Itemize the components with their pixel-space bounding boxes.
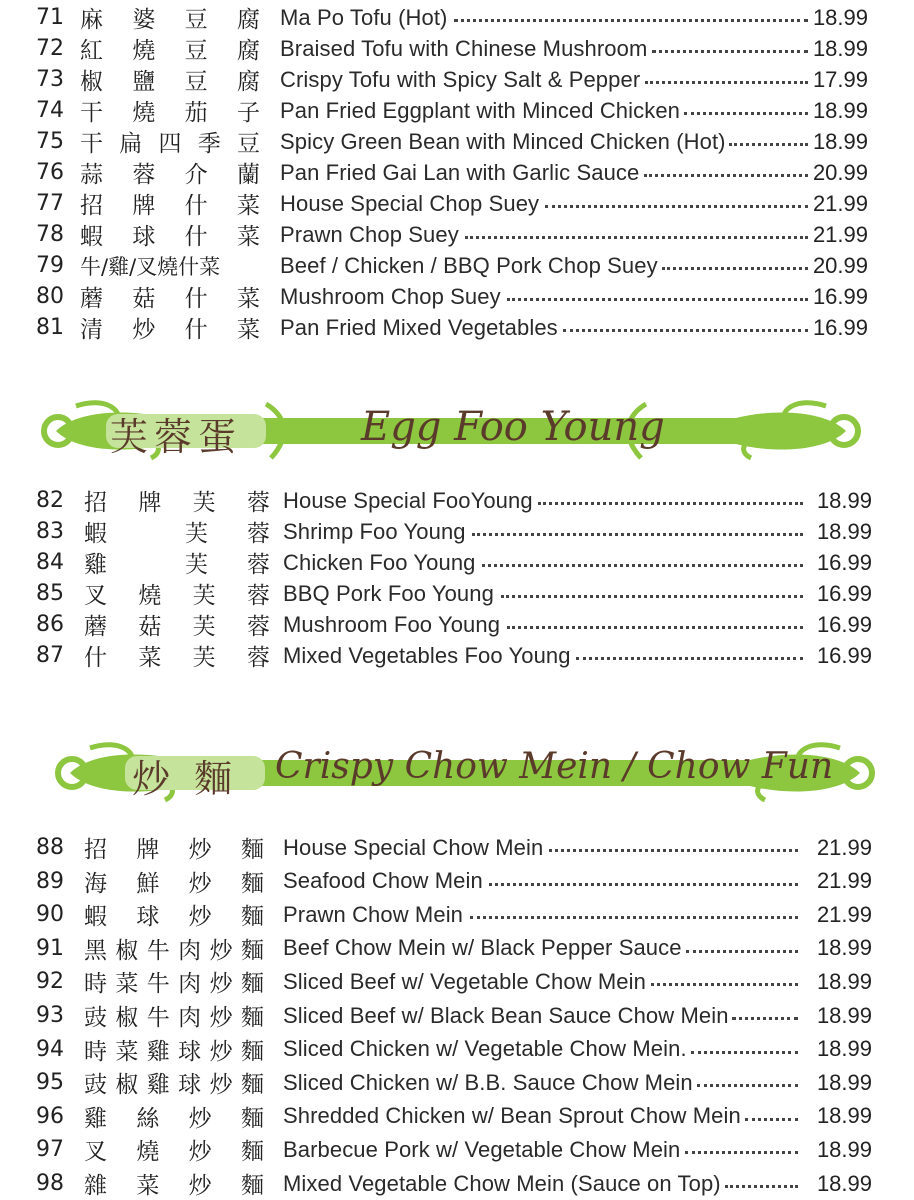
chinese-char: 炒 <box>188 837 212 863</box>
chinese-char: 豆 <box>184 7 208 33</box>
item-english-name: Sliced Beef w/ Vegetable Chow Mein <box>283 968 646 994</box>
chinese-char: 菜 <box>236 286 260 312</box>
item-english-name: Sliced Chicken w/ Vegetable Chow Mein. <box>283 1036 687 1062</box>
dot-leader <box>576 657 803 660</box>
item-number: 81 <box>36 315 64 340</box>
banner-english-title: Crispy Chow Mein / Chow Fun <box>275 746 834 787</box>
item-price: 21.99 <box>816 868 872 894</box>
item-number: 87 <box>36 643 64 668</box>
item-number: 90 <box>36 902 64 928</box>
item-number: 88 <box>36 835 64 860</box>
chinese-char: 麵 <box>240 937 264 964</box>
item-number: 97 <box>36 1137 64 1163</box>
chinese-char: 菜 <box>115 971 139 998</box>
item-number: 74 <box>36 98 64 123</box>
item-price: 16.99 <box>816 611 872 637</box>
dot-leader <box>563 329 808 332</box>
chinese-char: 豉 <box>84 1072 107 1099</box>
chinese-char: 燒 <box>132 100 156 126</box>
chinese-char: 雜 <box>84 1173 107 1199</box>
menu-item-row <box>0 64 914 95</box>
menu-item-row <box>0 1000 914 1031</box>
chinese-char: 炒 <box>188 1173 212 1199</box>
item-english-name: House Special Chow Mein <box>283 834 544 860</box>
chinese-char: 雞 <box>84 1105 107 1132</box>
item-english-name: Mixed Vegetable Chow Mein (Sauce on Top) <box>283 1170 721 1196</box>
menu-item-row <box>0 312 914 343</box>
chinese-char: 四 <box>158 131 182 157</box>
menu-item-row <box>0 250 914 281</box>
chinese-char: 絲 <box>136 1105 160 1132</box>
chinese-char: 鹽 <box>132 69 156 95</box>
item-price: 18.99 <box>812 97 868 123</box>
banner-english-title: Egg Foo Young <box>361 404 665 450</box>
item-price: 16.99 <box>816 580 872 606</box>
chinese-char: 椒 <box>115 937 139 964</box>
item-price: 18.99 <box>812 4 868 30</box>
menu-item-row <box>0 1034 914 1065</box>
dot-leader <box>454 19 808 22</box>
item-chinese-name <box>84 608 270 641</box>
item-english-name: Ma Po Tofu (Hot) <box>280 4 448 30</box>
item-price: 18.99 <box>812 35 868 61</box>
item-number: 75 <box>36 129 64 154</box>
item-number: 79 <box>36 253 64 278</box>
chinese-char: 炒 <box>188 904 212 931</box>
item-english-name: Spicy Green Bean with Minced Chicken (Hot) <box>280 128 726 154</box>
item-english-name: House Special Chop Suey <box>280 190 540 216</box>
chinese-char: 椒 <box>80 69 103 95</box>
menu-item-row <box>0 578 914 609</box>
item-price: 18.99 <box>816 1103 872 1129</box>
menu-item-row <box>0 33 914 64</box>
item-english-name: Mixed Vegetables Foo Young <box>283 642 571 668</box>
item-number: 72 <box>36 36 64 61</box>
chinese-char: 招 <box>84 490 107 516</box>
item-price: 18.99 <box>816 968 872 994</box>
chinese-char: 海 <box>84 870 107 897</box>
item-chinese-name <box>84 484 270 517</box>
chinese-char: 蓉 <box>246 583 270 609</box>
chinese-char: 干 <box>80 131 103 157</box>
item-price: 16.99 <box>816 642 872 668</box>
item-number: 76 <box>36 160 64 185</box>
item-chinese-name <box>84 898 264 931</box>
item-price: 20.99 <box>812 252 868 278</box>
menu-item-row <box>0 1101 914 1132</box>
chinese-char: 芙 <box>185 521 208 547</box>
chinese-char: 球 <box>178 1072 202 1099</box>
item-english-name: Pan Fried Eggplant with Minced Chicken <box>280 97 681 123</box>
chinese-char: 招 <box>84 837 107 863</box>
menu-item-row <box>0 485 914 516</box>
chinese-char: 麵 <box>240 904 264 931</box>
chinese-char: 麵 <box>240 971 264 998</box>
chinese-char: 麵 <box>240 1139 264 1166</box>
item-number: 73 <box>36 67 64 92</box>
chinese-char: 菜 <box>138 645 162 671</box>
chinese-char: 時 <box>84 1038 107 1065</box>
dot-leader <box>662 267 808 270</box>
chinese-char: 燒 <box>138 583 162 609</box>
item-chinese-name <box>80 94 260 127</box>
dot-leader <box>489 883 798 886</box>
item-chinese-name <box>84 577 270 610</box>
item-chinese-name <box>84 546 270 579</box>
item-chinese-name <box>80 125 260 158</box>
item-price: 18.99 <box>812 128 868 154</box>
dot-leader <box>686 950 798 953</box>
chinese-char: 牛/雞/叉燒什菜 <box>80 254 221 279</box>
chinese-char: 蓉 <box>246 614 270 640</box>
chinese-char: 牌 <box>136 837 160 863</box>
item-price: 18.99 <box>816 935 872 961</box>
chinese-char: 蝦 <box>80 224 103 250</box>
dot-leader <box>507 298 808 301</box>
chinese-char: 燒 <box>136 1139 160 1166</box>
chinese-char: 麵 <box>240 1038 264 1065</box>
menu-item-row <box>0 933 914 964</box>
item-price: 18.99 <box>816 1002 872 1028</box>
chinese-char: 肉 <box>178 937 202 964</box>
item-chinese-name <box>84 639 270 672</box>
chinese-char: 椒 <box>115 1072 139 1099</box>
item-chinese-name <box>84 1167 264 1200</box>
item-english-name: Crispy Tofu with Spicy Salt & Pepper <box>280 66 641 92</box>
item-chinese-name <box>80 32 260 65</box>
menu-item-row <box>0 866 914 897</box>
dot-leader <box>645 81 808 84</box>
chinese-char: 菜 <box>236 193 260 219</box>
dot-leader <box>538 502 803 505</box>
item-number: 95 <box>36 1070 64 1096</box>
chinese-char: 炒 <box>132 317 156 343</box>
item-chinese-name <box>80 311 260 344</box>
menu-item-row <box>0 126 914 157</box>
item-english-name: Pan Fried Mixed Vegetables <box>280 314 558 340</box>
chinese-char: 牛 <box>146 937 170 964</box>
chinese-char: 扁 <box>119 131 143 157</box>
chinese-char: 炒 <box>188 1105 212 1132</box>
chinese-char: 菜 <box>115 1038 139 1065</box>
menu-item-row <box>0 281 914 312</box>
chinese-char: 蘑 <box>84 614 107 640</box>
egg-foo-young-banner <box>36 396 866 466</box>
item-chinese-name <box>80 280 260 313</box>
item-price: 16.99 <box>812 283 868 309</box>
chinese-char: 炒 <box>188 1139 212 1166</box>
dot-leader <box>725 1185 798 1188</box>
item-chinese-name <box>80 1 260 34</box>
chinese-char: 招 <box>80 193 103 219</box>
dot-leader <box>651 983 798 986</box>
item-number: 93 <box>36 1003 64 1028</box>
chinese-char: 球 <box>136 904 160 931</box>
chinese-char: 芙 <box>192 614 216 640</box>
chinese-char: 菜 <box>136 1173 160 1199</box>
item-english-name: Chicken Foo Young <box>283 549 476 575</box>
menu-item-row <box>0 1168 914 1199</box>
chinese-char: 季 <box>197 131 221 157</box>
chinese-char: 雞 <box>146 1038 170 1065</box>
item-english-name: Sliced Beef w/ Black Bean Sauce Chow Mein <box>283 1002 729 1028</box>
chinese-char: 蓉 <box>247 552 270 578</box>
chinese-char: 芙 <box>185 552 208 578</box>
item-price: 17.99 <box>812 66 868 92</box>
chinese-char: 麵 <box>240 837 264 863</box>
chinese-char: 菜 <box>236 224 260 250</box>
dot-leader <box>732 1017 798 1020</box>
menu-item-row <box>0 219 914 250</box>
item-chinese-name <box>84 999 264 1032</box>
chinese-char: 牌 <box>138 490 162 516</box>
chinese-char: 球 <box>132 224 156 250</box>
chinese-char: 炒 <box>209 1038 233 1065</box>
item-english-name: Shredded Chicken w/ Bean Sprout Chow Mein <box>283 1103 741 1129</box>
item-number: 84 <box>36 550 64 575</box>
chinese-char: 叉 <box>84 1139 107 1166</box>
item-english-name: Mushroom Chop Suey <box>280 283 501 309</box>
chinese-char: 什 <box>184 193 208 219</box>
item-english-name: BBQ Pork Foo Young <box>283 580 494 606</box>
item-english-name: House Special FooYoung <box>283 487 533 513</box>
item-english-name: Mushroom Foo Young <box>283 611 501 637</box>
item-price: 18.99 <box>816 1036 872 1062</box>
item-number: 85 <box>36 581 64 606</box>
chinese-char: 腐 <box>236 69 260 95</box>
item-price: 18.99 <box>816 518 872 544</box>
item-number: 96 <box>36 1103 64 1129</box>
item-english-name: Sliced Chicken w/ B.B. Sauce Chow Mein <box>283 1069 693 1095</box>
chinese-char: 茄 <box>184 100 208 126</box>
menu-item-row <box>0 1067 914 1098</box>
chinese-char: 豆 <box>184 69 208 95</box>
chinese-char: 炒 <box>209 971 233 998</box>
chinese-char: 蘑 <box>80 286 103 312</box>
chinese-char: 紅 <box>80 38 103 64</box>
chinese-char: 麵 <box>240 1072 264 1099</box>
item-chinese-name <box>84 1100 264 1133</box>
dot-leader <box>729 143 808 146</box>
item-number: 71 <box>36 5 64 30</box>
dot-leader <box>465 236 808 239</box>
item-number: 89 <box>36 868 64 894</box>
item-price: 18.99 <box>816 1069 872 1095</box>
dot-leader <box>644 174 808 177</box>
chinese-char: 炒 <box>188 870 212 897</box>
banner-chinese-title: 芙蓉蛋 <box>110 415 243 459</box>
item-chinese-name <box>84 865 264 898</box>
item-number: 98 <box>36 1171 64 1196</box>
banner-chinese-title: 炒 麵 <box>132 757 239 801</box>
chinese-char: 麵 <box>240 870 264 897</box>
chinese-char: 椒 <box>115 1005 139 1031</box>
item-number: 91 <box>36 935 64 961</box>
chinese-char: 球 <box>178 1038 202 1065</box>
menu-item-row <box>0 640 914 671</box>
item-number: 86 <box>36 612 64 637</box>
item-price: 21.99 <box>816 901 872 927</box>
item-chinese-name <box>84 1066 264 1099</box>
chinese-char: 炒 <box>209 1072 233 1099</box>
chinese-char: 什 <box>84 645 107 671</box>
chinese-char: 蓉 <box>246 645 270 671</box>
dot-leader <box>545 205 808 208</box>
menu-item-row <box>0 547 914 578</box>
menu-item-row <box>0 832 914 863</box>
chinese-char: 什 <box>184 286 208 312</box>
chinese-char: 蘭 <box>236 162 260 188</box>
dot-leader <box>685 1151 798 1154</box>
chinese-char: 腐 <box>236 7 260 33</box>
item-english-name: Prawn Chop Suey <box>280 221 459 247</box>
chinese-char: 介 <box>184 162 208 188</box>
item-price: 18.99 <box>816 1136 872 1162</box>
menu-item-row <box>0 157 914 188</box>
item-price: 18.99 <box>816 1170 872 1196</box>
chinese-char: 菇 <box>132 286 156 312</box>
dot-leader <box>482 564 803 567</box>
chinese-char: 肉 <box>178 1005 202 1031</box>
dot-leader <box>472 533 803 536</box>
item-chinese-name <box>84 1133 264 1166</box>
item-number: 80 <box>36 284 64 309</box>
item-chinese-name <box>80 187 260 220</box>
chinese-char: 蓉 <box>247 521 270 547</box>
dot-leader <box>691 1051 798 1054</box>
chinese-char: 燒 <box>132 38 156 64</box>
item-number: 94 <box>36 1036 64 1062</box>
menu-item-row <box>0 609 914 640</box>
chinese-char: 麻 <box>80 7 103 33</box>
item-chinese-name <box>80 156 260 189</box>
chinese-char: 麵 <box>240 1105 264 1132</box>
chinese-char: 芙 <box>192 645 216 671</box>
dot-leader <box>470 916 798 919</box>
item-chinese-name <box>80 63 260 96</box>
chinese-char: 時 <box>84 971 107 998</box>
item-chinese-name <box>84 515 270 548</box>
item-number: 78 <box>36 222 64 247</box>
item-english-name: Shrimp Foo Young <box>283 518 466 544</box>
chinese-char: 炒 <box>209 1005 233 1031</box>
chinese-char: 蝦 <box>84 904 107 931</box>
item-english-name: Braised Tofu with Chinese Mushroom <box>280 35 648 61</box>
menu-item-row <box>0 966 914 997</box>
dot-leader <box>549 849 798 852</box>
item-english-name: Beef / Chicken / BBQ Pork Chop Suey <box>280 252 658 278</box>
chow-mein-banner <box>50 738 880 808</box>
chinese-char: 清 <box>80 317 103 343</box>
chinese-char: 雞 <box>84 552 107 578</box>
chinese-char: 什 <box>184 317 208 343</box>
menu-item-row <box>0 2 914 33</box>
item-number: 82 <box>36 488 64 513</box>
chinese-char: 麵 <box>240 1173 264 1199</box>
item-english-name: Prawn Chow Mein <box>283 901 464 927</box>
dot-leader <box>501 595 803 598</box>
chinese-char: 芙 <box>192 490 216 516</box>
chinese-char: 肉 <box>178 971 202 998</box>
dot-leader <box>745 1118 798 1121</box>
item-chinese-name <box>84 965 264 998</box>
item-number: 77 <box>36 191 64 216</box>
chinese-char: 麵 <box>240 1005 264 1031</box>
chinese-char: 婆 <box>132 7 156 33</box>
dot-leader <box>507 626 803 629</box>
chinese-char: 干 <box>80 100 103 126</box>
item-english-name: Seafood Chow Mein <box>283 868 483 894</box>
chinese-char: 腐 <box>236 38 260 64</box>
chinese-char: 子 <box>236 100 260 126</box>
chinese-char: 芙 <box>192 583 216 609</box>
chinese-char: 黑 <box>84 937 107 964</box>
item-number: 83 <box>36 519 64 544</box>
chinese-char: 什 <box>184 224 208 250</box>
item-chinese-name <box>80 251 260 281</box>
chinese-char: 菇 <box>138 614 162 640</box>
dot-leader <box>697 1084 798 1087</box>
chinese-char: 蓉 <box>246 490 270 516</box>
chinese-char: 叉 <box>84 583 107 609</box>
menu-item-row <box>0 95 914 126</box>
chinese-char: 菜 <box>236 317 260 343</box>
dot-leader <box>652 50 808 53</box>
chinese-char: 豉 <box>84 1005 107 1031</box>
chinese-char: 豆 <box>184 38 208 64</box>
menu-item-row <box>0 899 914 930</box>
item-english-name: Barbecue Pork w/ Vegetable Chow Mein <box>283 1136 681 1162</box>
item-chinese-name <box>84 831 264 864</box>
chinese-char: 牛 <box>146 1005 170 1031</box>
chinese-char: 鮮 <box>136 870 160 897</box>
chinese-char: 炒 <box>209 937 233 964</box>
chinese-char: 雞 <box>146 1072 170 1099</box>
item-price: 21.99 <box>816 834 872 860</box>
chinese-char: 豆 <box>237 131 260 157</box>
chinese-char: 蝦 <box>84 521 107 547</box>
item-price: 20.99 <box>812 159 868 185</box>
item-english-name: Beef Chow Mein w/ Black Pepper Sauce <box>283 935 682 961</box>
chinese-char: 牌 <box>132 193 156 219</box>
item-price: 18.99 <box>816 487 872 513</box>
chinese-char: 蒜 <box>80 162 103 188</box>
item-chinese-name <box>80 218 260 251</box>
dot-leader <box>684 112 808 115</box>
menu-item-row <box>0 1134 914 1165</box>
chinese-char: 蓉 <box>132 162 156 188</box>
menu-item-row <box>0 516 914 547</box>
item-price: 16.99 <box>812 314 868 340</box>
menu-item-row <box>0 188 914 219</box>
item-chinese-name <box>84 932 264 965</box>
item-number: 92 <box>36 969 64 995</box>
item-price: 21.99 <box>812 221 868 247</box>
item-price: 16.99 <box>816 549 872 575</box>
item-price: 21.99 <box>812 190 868 216</box>
chinese-char: 牛 <box>146 971 170 998</box>
item-english-name: Pan Fried Gai Lan with Garlic Sauce <box>280 159 640 185</box>
item-chinese-name <box>84 1033 264 1066</box>
